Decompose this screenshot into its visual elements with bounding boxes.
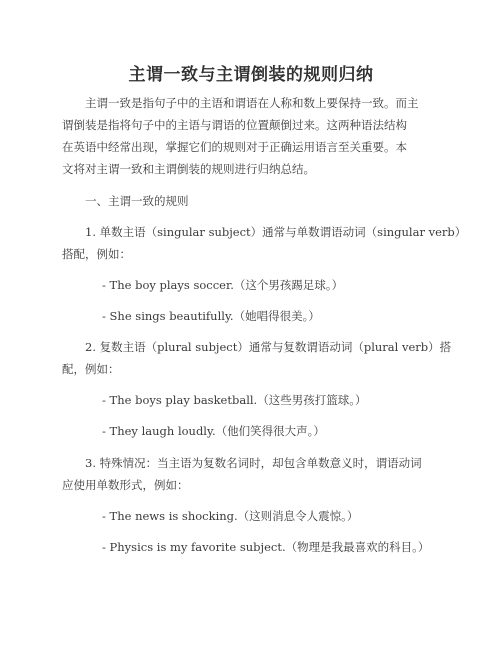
rule-3-example-1: - The news is shocking.（这则消息令人震惊。） [102,509,359,523]
rule-3-line-2: 应使用单数形式，例如： [62,478,189,492]
rule-2-line-2: 配，例如： [62,362,120,376]
rule-1-example-2: - She sings beautifully.（她唱得很美。） [102,309,320,323]
rule-3-example-2: - Physics is my favorite subject.（物理是我最喜欢的科目。） [102,540,430,554]
rule-1-line-1: 1. 单数主语（singular subject）通常与单数谓语动词（singular verb） [85,225,467,239]
intro-line-2: 谓倒装是指将句子中的主语与谓语的位置颠倒过来。这两种语法结构 [62,118,407,132]
section-heading: 一、主谓一致的规则 [85,194,189,208]
rule-2-example-2: - They laugh loudly.（他们笑得很大声。） [102,424,325,438]
rule-3-line-1: 3. 特殊情况：当主语为复数名词时，却包含单数意义时，谓语动词 [85,456,422,470]
intro-line-1: 主谓一致是指句子中的主语和谓语在人称和数上要保持一致。而主 [85,96,419,110]
document-title: 主谓一致与主谓倒装的规则归纳 [128,65,374,85]
rule-2-example-1: - The boys play basketball.（这些男孩打篮球。） [102,393,367,407]
rule-1-example-1: - The boy plays soccer.（这个男孩踢足球。） [102,278,344,292]
rule-1-line-2: 搭配，例如： [62,247,131,261]
intro-line-4: 文将对主谓一致和主谓倒装的规则进行归纳总结。 [62,162,315,176]
intro-line-3: 在英语中经常出现，掌握它们的规则对于正确运用语言至关重要。本 [62,140,407,154]
rule-2-line-1: 2. 复数主语（plural subject）通常与复数谓语动词（plural verb）搭 [85,340,452,354]
